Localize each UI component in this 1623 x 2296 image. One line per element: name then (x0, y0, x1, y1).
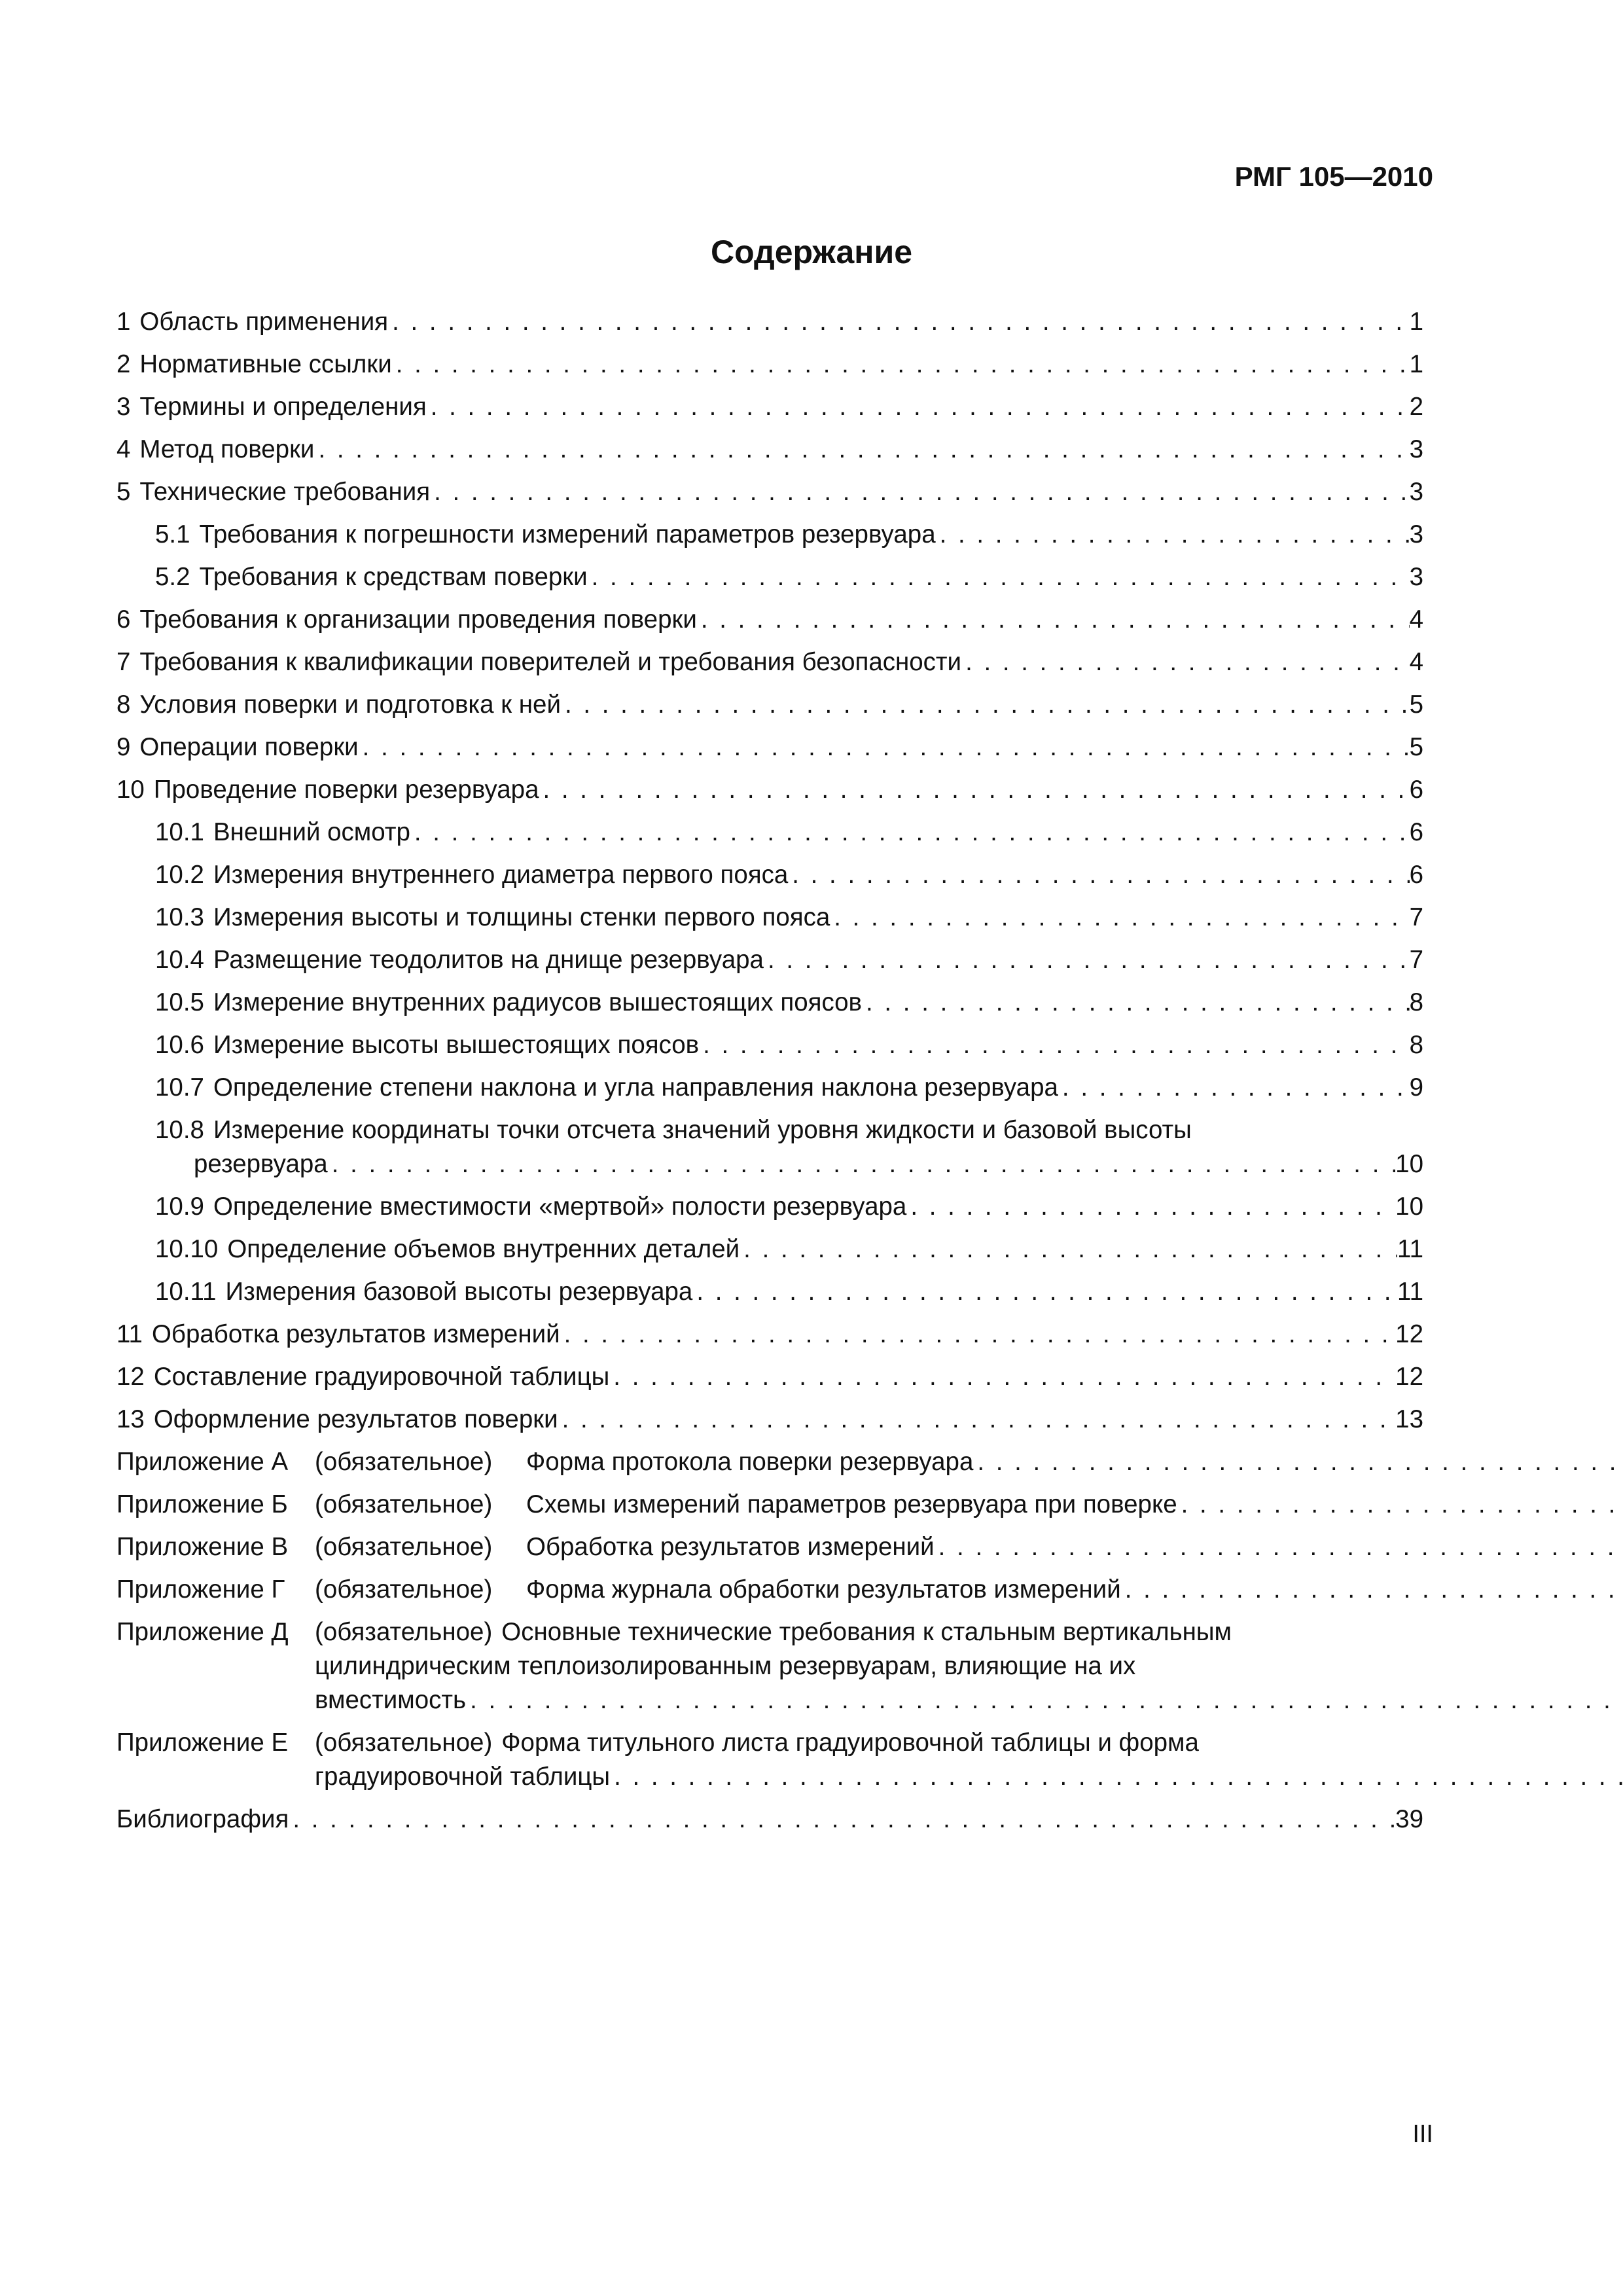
toc-entry-title: Составление градуировочной таблицы (153, 1363, 610, 1391)
toc-entry-title: Технические требования (139, 478, 431, 506)
toc-entry[interactable] (116, 901, 1423, 935)
appendix-title: Форма протокола поверки резервуара (526, 1448, 974, 1476)
toc-entry-title-continued: резервуара (194, 1150, 328, 1178)
table-of-contents (116, 305, 1423, 1845)
toc-entry[interactable] (116, 1275, 1423, 1309)
toc-entry-title: Измерение высоты вышестоящих поясов (213, 1031, 700, 1059)
toc-entry-title: Условия поверки и подготовка к ней (139, 691, 561, 719)
toc-entry[interactable] (116, 858, 1423, 892)
toc-entry-title: Внешний осмотр (213, 818, 410, 846)
toc-entry-title: Измерения внутреннего диаметра первого пояса (213, 861, 789, 889)
toc-entry-title: Метод поверки (139, 435, 315, 463)
toc-entry[interactable] (116, 390, 1423, 424)
leader-dots (1177, 1488, 1623, 1522)
toc-entry-page: 3 (1409, 435, 1423, 463)
leader-dots (961, 645, 1410, 679)
toc-entry-page: 7 (1409, 946, 1423, 974)
toc-entry-page: 12 (1395, 1320, 1423, 1348)
toc-entry[interactable] (116, 1113, 1423, 1181)
appendix-status: (обязательное) (315, 1729, 493, 1757)
leader-dots (610, 1760, 1623, 1794)
toc-entry-title: Требования к квалификации поверителей и требования безопасности (139, 648, 962, 676)
toc-entry-page: 10 (1395, 1193, 1423, 1221)
toc-entry-number: 2 (116, 350, 131, 378)
bibliography-label: Библиография (116, 1805, 289, 1833)
leader-dots (289, 1803, 1395, 1837)
toc-entry-page: 8 (1409, 1031, 1423, 1059)
appendix-title: Обработка результатов измерений (526, 1533, 935, 1561)
appendix-status: (обязательное) (315, 1490, 493, 1518)
toc-entry-title: Оформление результатов поверки (153, 1405, 558, 1433)
leader-dots (560, 1318, 1396, 1352)
toc-entry-title: Определение вместимости «мертвой» полости резервуара (213, 1193, 907, 1221)
leader-dots (561, 688, 1410, 722)
leader-dots (740, 1232, 1397, 1266)
toc-entry-title: Требования к средствам поверки (199, 563, 588, 591)
leader-dots (466, 1683, 1623, 1717)
leader-dots (906, 1190, 1395, 1224)
appendix-status: (обязательное) (315, 1448, 493, 1476)
appendix-title-continued: вместимость (315, 1686, 467, 1714)
toc-entry-number: 12 (116, 1363, 145, 1391)
leader-dots (328, 1147, 1395, 1181)
toc-entry[interactable] (116, 816, 1423, 850)
toc-entry[interactable] (116, 1232, 1423, 1266)
toc-entry-number: 10.7 (155, 1073, 204, 1102)
leader-dots (935, 1530, 1623, 1564)
toc-entry-number: 8 (116, 691, 131, 719)
appendix-title-continued: цилиндрическим теплоизолированным резервуарам, влияющие на их (315, 1652, 1136, 1680)
appendix-title: Форма журнала обработки результатов измерений (526, 1575, 1121, 1604)
toc-entry[interactable] (116, 986, 1423, 1020)
toc-entry[interactable] (116, 773, 1423, 807)
leader-dots (539, 773, 1410, 807)
toc-entry-page: 4 (1409, 605, 1423, 634)
leader-dots (973, 1445, 1623, 1479)
toc-entry-page: 4 (1409, 648, 1423, 676)
leader-dots (936, 518, 1410, 552)
toc-entry-number: 10.4 (155, 946, 204, 974)
appendix-status: (обязательное) (315, 1533, 493, 1561)
toc-entry[interactable] (116, 1403, 1423, 1437)
toc-entry-page: 5 (1409, 691, 1423, 719)
toc-entry[interactable] (116, 560, 1423, 594)
appendix-label: Приложение В (116, 1533, 289, 1561)
toc-entry-number: 10.6 (155, 1031, 204, 1059)
toc-appendix-entry[interactable] (116, 1488, 1423, 1522)
toc-entry-title: Обработка результатов измерений (151, 1320, 560, 1348)
toc-entry-page: 6 (1409, 818, 1423, 846)
toc-entry-page: 7 (1409, 903, 1423, 931)
toc-entry[interactable] (116, 1190, 1423, 1224)
page-number: III (1412, 2121, 1433, 2148)
toc-appendix-entry[interactable] (116, 1573, 1423, 1607)
appendix-title: Основные технические требования к стальным вертикальным (501, 1618, 1232, 1646)
toc-entry-number: 10.2 (155, 861, 204, 889)
leader-dots (699, 1028, 1409, 1062)
toc-entry-title: Требования к погрешности измерений параметров резервуара (199, 520, 936, 548)
toc-entry-number: 3 (116, 393, 131, 421)
toc-entry-page: 11 (1397, 1235, 1423, 1263)
toc-entry-page: 8 (1409, 988, 1423, 1016)
toc-entry[interactable] (116, 1360, 1423, 1394)
leader-dots (830, 901, 1409, 935)
leader-dots (588, 560, 1410, 594)
toc-entry-page: 6 (1409, 776, 1423, 804)
toc-entry-number: 10.3 (155, 903, 204, 931)
toc-entry-number: 10.10 (155, 1235, 219, 1263)
toc-entry-number: 5 (116, 478, 131, 506)
toc-entry-page: 11 (1397, 1278, 1423, 1306)
toc-entry-number: 5.2 (155, 563, 190, 591)
toc-entry-title: Термины и определения (139, 393, 427, 421)
toc-bibliography-entry[interactable] (116, 1803, 1423, 1837)
toc-entry-page: 13 (1395, 1405, 1423, 1433)
toc-entry-number: 9 (116, 733, 131, 761)
leader-dots (1058, 1071, 1410, 1105)
appendix-title: Форма титульного листа градуировочной таблицы и форма (501, 1729, 1199, 1757)
toc-entry-page: 39 (1395, 1805, 1423, 1833)
toc-entry-title: Операции поверки (139, 733, 359, 761)
appendix-label: Приложение Б (116, 1490, 288, 1518)
leader-dots (314, 433, 1409, 467)
toc-entry-page: 9 (1409, 1073, 1423, 1102)
toc-entry[interactable] (116, 518, 1423, 552)
appendix-status: (обязательное) (315, 1575, 493, 1604)
toc-entry-number: 10 (116, 776, 145, 804)
toc-entry-page: 1 (1409, 350, 1423, 378)
leader-dots (1121, 1573, 1623, 1607)
toc-entry[interactable] (116, 603, 1423, 637)
toc-entry-page: 1 (1409, 308, 1423, 336)
toc-entry[interactable] (116, 305, 1423, 339)
toc-entry-title: Измерение внутренних радиусов вышестоящих поясов (213, 988, 863, 1016)
toc-entry[interactable] (116, 1071, 1423, 1105)
leader-dots (392, 348, 1410, 382)
toc-entry-page: 6 (1409, 861, 1423, 889)
toc-entry[interactable] (116, 475, 1423, 509)
toc-entry-number: 10.11 (155, 1278, 217, 1306)
toc-entry-title: Измерения базовой высоты резервуара (225, 1278, 693, 1306)
toc-entry-number: 1 (116, 308, 131, 336)
appendix-status: (обязательное) (315, 1618, 493, 1646)
leader-dots (388, 305, 1409, 339)
toc-entry-number: 10.5 (155, 988, 204, 1016)
toc-entry[interactable] (116, 645, 1423, 679)
leader-dots (430, 475, 1410, 509)
leader-dots (609, 1360, 1395, 1394)
toc-entry-page: 3 (1409, 520, 1423, 548)
leader-dots (410, 816, 1410, 850)
leader-dots (359, 730, 1410, 764)
toc-entry-title: Измерения высоты и толщины стенки первого пояса (213, 903, 830, 931)
toc-entry-page: 2 (1409, 393, 1423, 421)
toc-entry[interactable] (116, 348, 1423, 382)
toc-entry-page: 10 (1395, 1150, 1423, 1178)
toc-appendix-entry[interactable] (116, 1530, 1423, 1564)
toc-entry[interactable] (116, 688, 1423, 722)
toc-entry[interactable] (116, 1318, 1423, 1352)
page-title: Содержание (710, 234, 913, 270)
toc-entry-title: Определение объемов внутренних деталей (227, 1235, 740, 1263)
toc-entry-page: 5 (1409, 733, 1423, 761)
toc-entry-number: 13 (116, 1405, 145, 1433)
toc-entry-title: Нормативные ссылки (139, 350, 392, 378)
toc-entry[interactable] (116, 1028, 1423, 1062)
toc-entry-title: Проведение поверки резервуара (153, 776, 539, 804)
appendix-label: Приложение А (116, 1448, 289, 1476)
toc-entry-number: 10.9 (155, 1193, 204, 1221)
toc-entry[interactable] (116, 943, 1423, 977)
toc-entry-number: 4 (116, 435, 131, 463)
appendix-title-continued: градуировочной таблицы (315, 1763, 611, 1791)
toc-entry-title: Область применения (139, 308, 389, 336)
leader-dots (427, 390, 1410, 424)
toc-appendix-entry[interactable] (116, 1726, 1423, 1794)
leader-dots (558, 1403, 1396, 1437)
toc-entry-number: 7 (116, 648, 131, 676)
document-code: РМГ 105—2010 (1234, 161, 1433, 192)
toc-entry-number: 10.8 (155, 1116, 204, 1144)
appendix-label: Приложение Д (116, 1618, 289, 1646)
toc-entry[interactable] (116, 433, 1423, 467)
toc-entry-page: 3 (1409, 478, 1423, 506)
leader-dots (862, 986, 1410, 1020)
toc-entry-number: 5.1 (155, 520, 190, 548)
toc-entry-title: Определение степени наклона и угла направления наклона резервуара (213, 1073, 1058, 1102)
toc-entry-page: 3 (1409, 563, 1423, 591)
toc-entry-title: Требования к организации проведения поверки (139, 605, 697, 634)
toc-entry-title: Размещение теодолитов на днище резервуара (213, 946, 764, 974)
toc-entry[interactable] (116, 730, 1423, 764)
toc-entry-number: 11 (116, 1320, 143, 1348)
appendix-label: Приложение Е (116, 1729, 289, 1757)
leader-dots (764, 943, 1410, 977)
toc-entry-page: 12 (1395, 1363, 1423, 1391)
leader-dots (697, 603, 1410, 637)
toc-entry-title: Измерение координаты точки отсчета значений уровня жидкости и базовой высоты (213, 1116, 1192, 1144)
toc-appendix-entry[interactable] (116, 1445, 1423, 1479)
toc-appendix-entry[interactable] (116, 1615, 1423, 1717)
leader-dots (788, 858, 1409, 892)
appendix-title: Схемы измерений параметров резервуара при поверке (526, 1490, 1177, 1518)
leader-dots (692, 1275, 1397, 1309)
toc-entry-number: 10.1 (155, 818, 204, 846)
toc-entry-number: 6 (116, 605, 131, 634)
appendix-label: Приложение Г (116, 1575, 285, 1604)
